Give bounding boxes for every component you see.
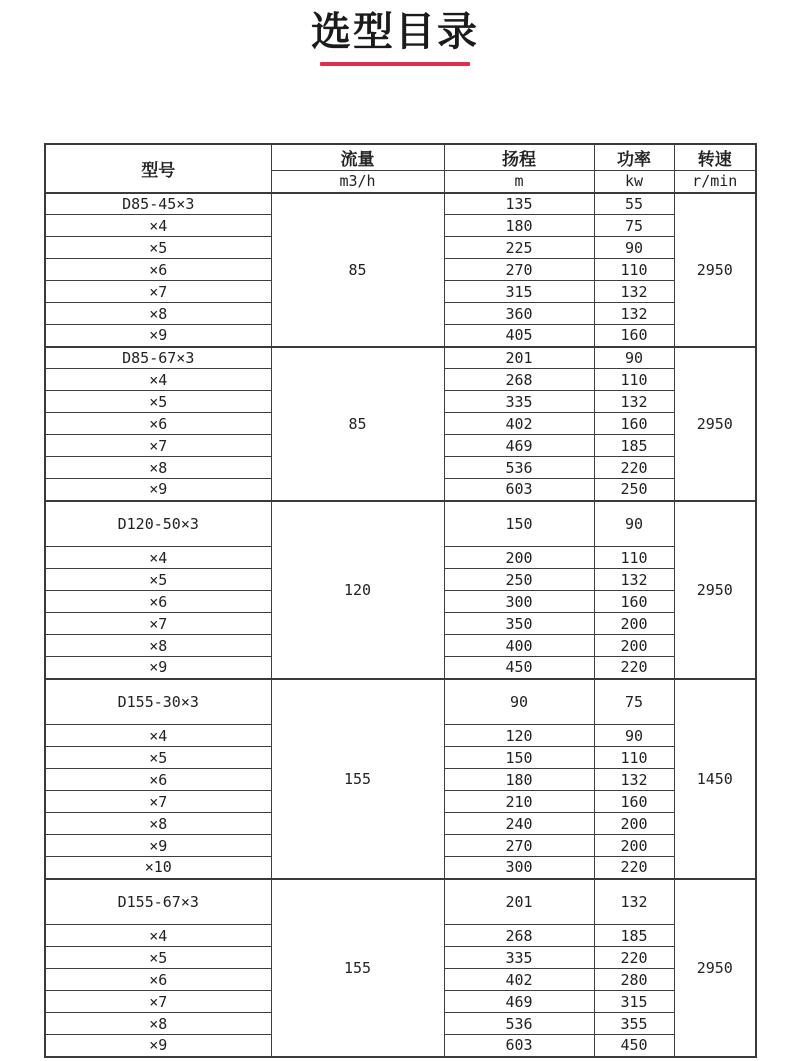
selection-table-body <box>45 193 756 1057</box>
head-cell: 150 <box>444 747 594 769</box>
model-cell: ×7 <box>45 613 271 635</box>
power-cell: 250 <box>594 479 674 501</box>
power-cell: 75 <box>594 679 674 725</box>
model-cell: ×9 <box>45 835 271 857</box>
head-cell: 200 <box>444 547 594 569</box>
head-cell: 300 <box>444 857 594 879</box>
model-cell: ×5 <box>45 237 271 259</box>
head-cell: 180 <box>444 769 594 791</box>
model-cell: D120-50×3 <box>45 501 271 547</box>
page-title: 选型目录 <box>311 9 479 55</box>
model-cell: ×5 <box>45 947 271 969</box>
flow-cell: 120 <box>271 501 444 679</box>
col-header-speed: 转速 <box>674 144 756 171</box>
power-cell: 185 <box>594 435 674 457</box>
col-header-flow: 流量 <box>271 144 444 171</box>
head-cell: 603 <box>444 1035 594 1057</box>
speed-cell: 2950 <box>674 501 756 679</box>
selection-table <box>44 143 757 1058</box>
model-cell: ×4 <box>45 369 271 391</box>
model-cell: ×7 <box>45 435 271 457</box>
power-cell: 160 <box>594 413 674 435</box>
power-cell: 132 <box>594 303 674 325</box>
model-cell: D155-30×3 <box>45 679 271 725</box>
power-cell: 220 <box>594 857 674 879</box>
model-cell: ×6 <box>45 769 271 791</box>
model-cell: ×7 <box>45 281 271 303</box>
head-cell: 270 <box>444 835 594 857</box>
head-cell: 240 <box>444 813 594 835</box>
head-cell: 450 <box>444 657 594 679</box>
power-cell: 185 <box>594 925 674 947</box>
model-cell: D85-45×3 <box>45 193 271 215</box>
model-cell: ×5 <box>45 747 271 769</box>
model-cell: ×6 <box>45 969 271 991</box>
power-cell: 220 <box>594 657 674 679</box>
head-cell: 268 <box>444 369 594 391</box>
flow-cell: 85 <box>271 193 444 347</box>
col-unit-head: m <box>444 171 594 193</box>
model-cell: ×8 <box>45 457 271 479</box>
speed-cell: 1450 <box>674 679 756 879</box>
head-cell: 201 <box>444 879 594 925</box>
model-cell: D155-67×3 <box>45 879 271 925</box>
power-cell: 200 <box>594 835 674 857</box>
head-cell: 360 <box>444 303 594 325</box>
head-cell: 335 <box>444 947 594 969</box>
power-cell: 200 <box>594 635 674 657</box>
head-cell: 300 <box>444 591 594 613</box>
model-cell: ×6 <box>45 413 271 435</box>
power-cell: 315 <box>594 991 674 1013</box>
head-cell: 225 <box>444 237 594 259</box>
speed-cell: 2950 <box>674 879 756 1057</box>
model-cell: ×9 <box>45 657 271 679</box>
col-unit-power: kw <box>594 171 674 193</box>
head-cell: 210 <box>444 791 594 813</box>
model-cell: ×8 <box>45 635 271 657</box>
flow-cell: 85 <box>271 347 444 501</box>
head-cell: 402 <box>444 413 594 435</box>
model-cell: ×7 <box>45 791 271 813</box>
col-header-head: 扬程 <box>444 144 594 171</box>
head-cell: 315 <box>444 281 594 303</box>
head-cell: 250 <box>444 569 594 591</box>
head-cell: 120 <box>444 725 594 747</box>
col-header-power: 功率 <box>594 144 674 171</box>
power-cell: 450 <box>594 1035 674 1057</box>
head-cell: 536 <box>444 457 594 479</box>
head-cell: 536 <box>444 1013 594 1035</box>
power-cell: 132 <box>594 769 674 791</box>
head-cell: 603 <box>444 479 594 501</box>
power-cell: 200 <box>594 613 674 635</box>
power-cell: 200 <box>594 813 674 835</box>
model-cell: ×6 <box>45 591 271 613</box>
selection-table-head <box>45 144 756 193</box>
speed-cell: 2950 <box>674 193 756 347</box>
model-cell: ×8 <box>45 1013 271 1035</box>
title-underline <box>320 62 470 66</box>
power-cell: 160 <box>594 791 674 813</box>
head-cell: 150 <box>444 501 594 547</box>
power-cell: 110 <box>594 747 674 769</box>
page-header <box>0 8 790 66</box>
power-cell: 110 <box>594 369 674 391</box>
model-cell: ×7 <box>45 991 271 1013</box>
head-cell: 402 <box>444 969 594 991</box>
table-row <box>45 679 756 725</box>
model-cell: ×6 <box>45 259 271 281</box>
power-cell: 220 <box>594 947 674 969</box>
table-row <box>45 501 756 547</box>
model-cell: ×9 <box>45 1035 271 1057</box>
model-cell: ×5 <box>45 391 271 413</box>
head-cell: 268 <box>444 925 594 947</box>
table-row <box>45 879 756 925</box>
head-cell: 469 <box>444 991 594 1013</box>
power-cell: 90 <box>594 725 674 747</box>
power-cell: 110 <box>594 259 674 281</box>
model-cell: ×8 <box>45 813 271 835</box>
speed-cell: 2950 <box>674 347 756 501</box>
power-cell: 132 <box>594 879 674 925</box>
head-cell: 90 <box>444 679 594 725</box>
table-row <box>45 193 756 215</box>
col-header-model: 型号 <box>45 144 271 193</box>
power-cell: 55 <box>594 193 674 215</box>
table-row <box>45 347 756 369</box>
model-cell: ×4 <box>45 547 271 569</box>
power-cell: 355 <box>594 1013 674 1035</box>
flow-cell: 155 <box>271 879 444 1057</box>
head-cell: 335 <box>444 391 594 413</box>
col-unit-speed: r/min <box>674 171 756 193</box>
head-cell: 350 <box>444 613 594 635</box>
power-cell: 160 <box>594 591 674 613</box>
head-cell: 180 <box>444 215 594 237</box>
head-cell: 400 <box>444 635 594 657</box>
head-cell: 201 <box>444 347 594 369</box>
power-cell: 132 <box>594 569 674 591</box>
head-cell: 270 <box>444 259 594 281</box>
power-cell: 160 <box>594 325 674 347</box>
header-row-labels <box>45 144 756 171</box>
head-cell: 469 <box>444 435 594 457</box>
model-cell: ×4 <box>45 725 271 747</box>
power-cell: 90 <box>594 237 674 259</box>
power-cell: 280 <box>594 969 674 991</box>
model-cell: D85-67×3 <box>45 347 271 369</box>
model-cell: ×4 <box>45 215 271 237</box>
head-cell: 405 <box>444 325 594 347</box>
model-cell: ×8 <box>45 303 271 325</box>
power-cell: 132 <box>594 391 674 413</box>
model-cell: ×9 <box>45 325 271 347</box>
power-cell: 110 <box>594 547 674 569</box>
col-unit-flow: m3/h <box>271 171 444 193</box>
power-cell: 90 <box>594 347 674 369</box>
model-cell: ×9 <box>45 479 271 501</box>
power-cell: 90 <box>594 501 674 547</box>
flow-cell: 155 <box>271 679 444 879</box>
model-cell: ×5 <box>45 569 271 591</box>
model-cell: ×4 <box>45 925 271 947</box>
power-cell: 132 <box>594 281 674 303</box>
model-cell: ×10 <box>45 857 271 879</box>
head-cell: 135 <box>444 193 594 215</box>
power-cell: 220 <box>594 457 674 479</box>
power-cell: 75 <box>594 215 674 237</box>
